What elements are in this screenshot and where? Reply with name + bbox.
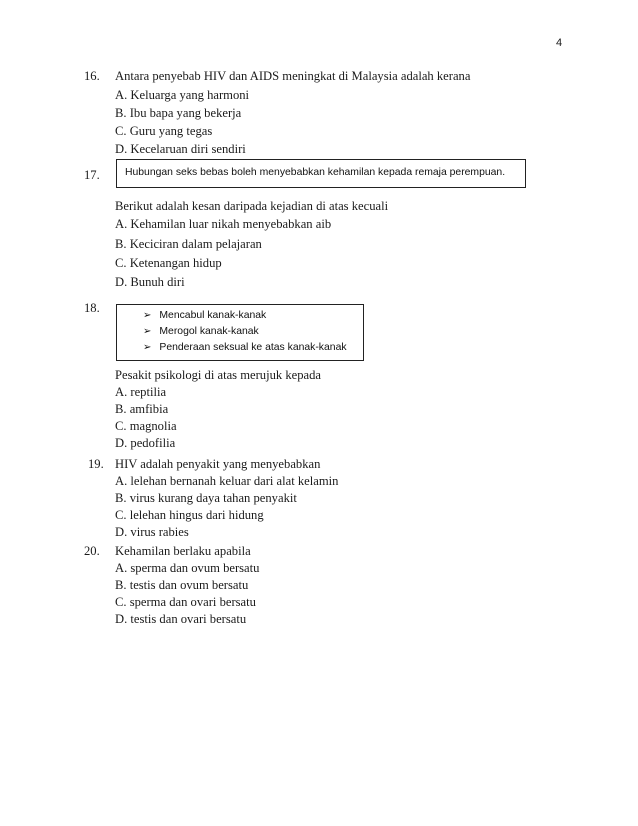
option-b: B. Keciciran dalam pelajaran [115,237,262,251]
question-text: Pesakit psikologi di atas merujuk kepada [115,368,322,382]
question-number: 16. [84,69,100,83]
page-number: 4 [556,37,563,49]
list-item [143,326,259,337]
list-item [143,310,266,321]
list-item-text: Merogol kanak-kanak [159,326,259,337]
option-a: A. Kehamilan luar nikah menyebabkan aib [115,217,332,231]
option-b: B. virus kurang daya tahan penyakit [115,491,297,505]
arrow-bullet-icon: ➢ [143,342,152,353]
option-c: C. magnolia [115,419,177,433]
question-number: 19. [88,457,104,471]
question-number: 20. [84,544,100,558]
statement-box [116,159,526,188]
option-d: D. Kecelaruan diri sendiri [115,142,246,156]
question-text: Antara penyebab HIV dan AIDS meningkat di Malaysia adalah kerana [115,69,471,83]
question-text: Kehamilan berlaku apabila [115,544,251,558]
list-box [116,304,364,361]
question-text: Berikut adalah kesan daripada kejadian di atas kecuali [115,199,389,213]
question-number: 18. [84,301,100,315]
arrow-bullet-icon: ➢ [143,310,152,321]
option-c: C. lelehan hingus dari hidung [115,508,264,522]
option-b: B. amfibia [115,402,169,416]
option-b: B. testis dan ovum bersatu [115,578,249,592]
arrow-bullet-icon: ➢ [143,326,152,337]
option-a: A. reptilia [115,385,167,399]
option-a: A. lelehan bernanah keluar dari alat kelamin [115,474,339,488]
option-b: B. Ibu bapa yang bekerja [115,106,242,120]
option-c: C. sperma dan ovari bersatu [115,595,256,609]
option-d: D. pedofilia [115,436,176,450]
option-d: D. Bunuh diri [115,275,185,289]
option-a: A. Keluarga yang harmoni [115,88,250,102]
question-number: 17. [84,168,100,182]
option-d: D. testis dan ovari bersatu [115,612,247,626]
list-item-text: Mencabul kanak-kanak [159,310,267,321]
statement-text: Hubungan seks bebas boleh menyebabkan kehamilan kepada remaja perempuan. [125,167,506,178]
question-text: HIV adalah penyakit yang menyebabkan [115,457,321,471]
list-item [143,342,347,353]
option-a: A. sperma dan ovum bersatu [115,561,260,575]
option-d: D. virus rabies [115,525,189,539]
option-c: C. Guru yang tegas [115,124,213,138]
option-c: C. Ketenangan hidup [115,256,222,270]
list-item-text: Penderaan seksual ke atas kanak-kanak [159,342,347,353]
